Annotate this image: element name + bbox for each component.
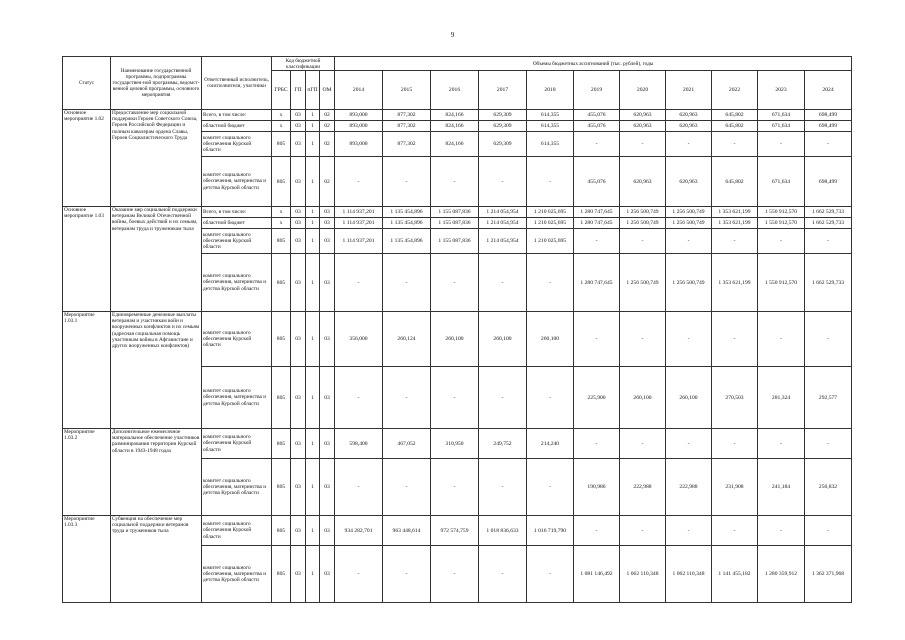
header-year: 2023 — [758, 71, 805, 110]
amount-cell: 614,355 — [527, 132, 574, 157]
amount-cell: 824,166 — [431, 110, 479, 121]
executor-cell: комитет социального обеспечения Курской области — [202, 429, 272, 459]
budget-code-cell: 1 — [306, 132, 320, 157]
amount-cell: 671,634 — [758, 110, 805, 121]
budget-code-cell: х — [272, 121, 291, 132]
header-year: 2024 — [805, 71, 852, 110]
amount-cell: 1 214 054,954 — [479, 229, 527, 254]
amount-cell: 629,309 — [479, 132, 527, 157]
budget-code-cell: 03 — [291, 546, 306, 603]
amount-cell: - — [479, 459, 527, 516]
measure-name-cell: Дополнительное ежемесячное материальное обеспечение участников разминирования территории Курской области в 1943-1948 годах — [111, 429, 202, 516]
executor-cell: комитет социального обеспечения Курской области — [202, 312, 272, 367]
executor-cell: Всего, в том числе: — [202, 110, 272, 121]
amount-cell: 1 210 025,695 — [527, 207, 574, 218]
amount-cell: 260,100 — [527, 312, 574, 367]
amount-cell: 620,963 — [666, 121, 712, 132]
budget-code-cell: 03 — [291, 312, 306, 367]
amount-cell: - — [620, 429, 666, 459]
budget-code-cell: 1 — [306, 367, 320, 429]
amount-cell: - — [527, 254, 574, 312]
amount-cell: - — [335, 254, 383, 312]
amount-cell: 281,324 — [758, 367, 805, 429]
amount-cell: 824,166 — [431, 132, 479, 157]
amount-cell: 877,302 — [383, 110, 431, 121]
amount-cell: - — [383, 546, 431, 603]
executor-cell: областной бюджет — [202, 121, 272, 132]
budget-code-cell: 02 — [320, 157, 335, 207]
amount-cell: 1 135 454,896 — [383, 229, 431, 254]
amount-cell: 1 256 500,749 — [620, 207, 666, 218]
amount-cell: - — [383, 254, 431, 312]
budget-code-cell: 03 — [291, 110, 306, 121]
amount-cell: 1 081 146,492 — [574, 546, 620, 603]
measure-name-cell: Оказание мер социальной поддержки ветеранам Великой Отечественной войны, боевых действий и их семьям, ветеранам труда и труженикам тыла — [111, 207, 202, 312]
amount-cell: 249,752 — [479, 429, 527, 459]
executor-cell: областной бюджет — [202, 218, 272, 229]
amount-cell: 1 662 529,733 — [805, 218, 852, 229]
amount-cell: 893,000 — [335, 110, 383, 121]
executor-cell: комитет социального обеспечения Курской области — [202, 516, 272, 546]
amount-cell: 629,309 — [479, 110, 527, 121]
amount-cell: 671,634 — [758, 121, 805, 132]
header-code-pgp: пГП — [306, 71, 320, 110]
budget-code-cell: 805 — [272, 546, 291, 603]
header-year: 2014 — [335, 71, 383, 110]
budget-code-cell: 03 — [320, 429, 335, 459]
amount-cell: 455,076 — [574, 121, 620, 132]
amount-cell: 467,052 — [383, 429, 431, 459]
amount-cell: - — [758, 429, 805, 459]
header-volumes: Объемы бюджетных ассигнований (тыс. рублей), годы — [335, 57, 852, 71]
budget-code-cell: 805 — [272, 516, 291, 546]
budget-code-cell: х — [272, 218, 291, 229]
amount-cell: 1 280 747,645 — [574, 218, 620, 229]
budget-code-cell: 03 — [291, 207, 306, 218]
budget-code-cell: 805 — [272, 157, 291, 207]
amount-cell: - — [527, 459, 574, 516]
amount-cell: - — [431, 546, 479, 603]
amount-cell: - — [805, 229, 852, 254]
table-row — [63, 429, 852, 459]
amount-cell: - — [620, 132, 666, 157]
amount-cell: - — [758, 229, 805, 254]
amount-cell: 1 256 500,749 — [666, 207, 712, 218]
amount-cell: 1 141 455,182 — [712, 546, 758, 603]
amount-cell: 1 353 621,199 — [712, 207, 758, 218]
header-year: 2017 — [479, 71, 527, 110]
header-year: 2022 — [712, 71, 758, 110]
amount-cell: - — [383, 367, 431, 429]
amount-cell: - — [335, 459, 383, 516]
amount-cell: 270,503 — [712, 367, 758, 429]
amount-cell: 1 256 500,749 — [666, 254, 712, 312]
budget-code-cell: х — [272, 207, 291, 218]
amount-cell: - — [666, 229, 712, 254]
amount-cell: - — [335, 157, 383, 207]
amount-cell: - — [620, 516, 666, 546]
amount-cell: 455,076 — [574, 110, 620, 121]
amount-cell: 1 550 912,570 — [758, 218, 805, 229]
amount-cell: - — [758, 312, 805, 367]
amount-cell: 620,963 — [620, 110, 666, 121]
budget-code-cell: 03 — [291, 254, 306, 312]
amount-cell: 598,400 — [335, 429, 383, 459]
budget-code-cell: 03 — [320, 546, 335, 603]
amount-cell: 1 214 054,954 — [479, 218, 527, 229]
amount-cell: - — [712, 516, 758, 546]
amount-cell: 698,499 — [805, 121, 852, 132]
amount-cell: 620,963 — [620, 157, 666, 207]
amount-cell: 629,309 — [479, 121, 527, 132]
executor-cell: комитет социального обеспечения, материнства и детства Курской области — [202, 367, 272, 429]
amount-cell: - — [666, 429, 712, 459]
budget-code-cell: 1 — [306, 546, 320, 603]
budget-code-cell: 02 — [320, 121, 335, 132]
amount-cell: 1 114 937,201 — [335, 207, 383, 218]
amount-cell: 222,988 — [666, 459, 712, 516]
amount-cell: - — [805, 429, 852, 459]
budget-code-cell: 805 — [272, 459, 291, 516]
budget-code-cell: 1 — [306, 429, 320, 459]
header-year: 2021 — [666, 71, 712, 110]
executor-cell: комитет социального обеспечения Курской области — [202, 229, 272, 254]
amount-cell: 1 550 912,570 — [758, 207, 805, 218]
amount-cell: - — [666, 516, 712, 546]
amount-cell: - — [479, 546, 527, 603]
executor-cell: комитет социального обеспечения Курской области — [202, 132, 272, 157]
measure-name-cell: Единовременные денежные выплаты ветеранам и участникам войн и вооруженных конфликтов и их семьям (адресная социальная помощь участникам войны в Афганистане и других вооруженных конфликтов) — [111, 312, 202, 429]
amount-cell: 1 210 025,695 — [527, 218, 574, 229]
budget-code-cell: 03 — [291, 229, 306, 254]
amount-cell: - — [574, 132, 620, 157]
budget-code-cell: 03 — [320, 312, 335, 367]
page-number: 9 — [450, 31, 455, 39]
budget-code-cell: 03 — [291, 429, 306, 459]
amount-cell: - — [712, 429, 758, 459]
header-year: 2020 — [620, 71, 666, 110]
amount-cell: 1 062 110,348 — [666, 546, 712, 603]
amount-cell: 1 256 500,749 — [620, 218, 666, 229]
budget-code-cell: 03 — [320, 229, 335, 254]
amount-cell: 1 155 087,836 — [431, 229, 479, 254]
amount-cell: 260,124 — [383, 312, 431, 367]
amount-cell: 1 135 454,896 — [383, 207, 431, 218]
amount-cell: 1 256 500,749 — [620, 254, 666, 312]
amount-cell: 241,184 — [758, 459, 805, 516]
amount-cell: 1 016 719,790 — [527, 516, 574, 546]
budget-code-cell: 03 — [320, 367, 335, 429]
table-row — [63, 110, 852, 121]
amount-cell: 645,802 — [712, 110, 758, 121]
budget-code-cell: 805 — [272, 254, 291, 312]
budget-code-cell: 03 — [291, 218, 306, 229]
amount-cell: 877,302 — [383, 132, 431, 157]
table-row — [63, 516, 852, 546]
budget-code-cell: 03 — [291, 132, 306, 157]
amount-cell: 1 114 937,201 — [335, 218, 383, 229]
amount-cell: - — [431, 459, 479, 516]
amount-cell: - — [479, 254, 527, 312]
amount-cell: - — [527, 367, 574, 429]
amount-cell: - — [431, 254, 479, 312]
header-name: Наименование государственной программы, подпрограммы государствен-ной программы, ведомст-венной целевой программы, основного мероприятия — [111, 57, 202, 110]
header-executor: Ответственный исполнитель, соисполнители, участники — [202, 57, 272, 110]
amount-cell: 1 280 747,645 — [574, 207, 620, 218]
amount-cell: 1 210 025,695 — [527, 229, 574, 254]
amount-cell: 225,900 — [574, 367, 620, 429]
amount-cell: 893,000 — [335, 132, 383, 157]
amount-cell: 645,802 — [712, 121, 758, 132]
amount-cell: - — [335, 367, 383, 429]
executor-cell: комитет социального обеспечения, материнства и детства Курской области — [202, 254, 272, 312]
budget-code-cell: 1 — [306, 207, 320, 218]
amount-cell: 877,302 — [383, 121, 431, 132]
budget-code-cell: 805 — [272, 429, 291, 459]
header-code-grbs: ГРБС — [272, 71, 291, 110]
amount-cell: - — [712, 229, 758, 254]
amount-cell: - — [758, 516, 805, 546]
budget-code-cell: 1 — [306, 157, 320, 207]
budget-code-cell: 03 — [320, 254, 335, 312]
budget-code-cell: 03 — [291, 516, 306, 546]
amount-cell: - — [574, 429, 620, 459]
budget-code-cell: 1 — [306, 218, 320, 229]
measure-name-cell: Предоставление мер социальной поддержки Героев Советского Союза, Героев Российской Федерации и полным кавалерам ордена Славы, Героев Социалистического Труда — [111, 110, 202, 207]
budget-code-cell: 1 — [306, 229, 320, 254]
budget-code-cell: 1 — [306, 121, 320, 132]
budget-code-cell: 03 — [320, 459, 335, 516]
amount-cell: 250,832 — [805, 459, 852, 516]
amount-cell: 310,950 — [431, 429, 479, 459]
amount-cell: 222,988 — [620, 459, 666, 516]
header-year: 2019 — [574, 71, 620, 110]
amount-cell: 260,100 — [620, 367, 666, 429]
amount-cell: 356,000 — [335, 312, 383, 367]
amount-cell: - — [527, 157, 574, 207]
amount-cell: 620,963 — [666, 110, 712, 121]
executor-cell: Всего, в том числе: — [202, 207, 272, 218]
amount-cell: 214,240 — [527, 429, 574, 459]
amount-cell: 698,499 — [805, 110, 852, 121]
amount-cell: 645,802 — [712, 157, 758, 207]
amount-cell: - — [712, 312, 758, 367]
budget-code-cell: 02 — [320, 110, 335, 121]
amount-cell: 671,634 — [758, 157, 805, 207]
header-year: 2015 — [383, 71, 431, 110]
amount-cell: 1 062 110,348 — [620, 546, 666, 603]
amount-cell: 963 448,614 — [383, 516, 431, 546]
header-year: 2016 — [431, 71, 479, 110]
budget-code-cell: 02 — [320, 132, 335, 157]
amount-cell: - — [666, 132, 712, 157]
amount-cell: - — [620, 312, 666, 367]
amount-cell: 292,577 — [805, 367, 852, 429]
amount-cell: - — [758, 132, 805, 157]
amount-cell: 972 574,759 — [431, 516, 479, 546]
amount-cell: 1 018 836,633 — [479, 516, 527, 546]
table-row — [63, 207, 852, 218]
amount-cell: 1 256 500,749 — [666, 218, 712, 229]
amount-cell: 260,100 — [431, 312, 479, 367]
amount-cell: - — [527, 546, 574, 603]
budget-code-cell: 03 — [291, 367, 306, 429]
amount-cell: - — [574, 312, 620, 367]
status-cell: Основное мероприятие 1.02 — [63, 110, 111, 207]
amount-cell: - — [620, 229, 666, 254]
amount-cell: 698,499 — [805, 157, 852, 207]
amount-cell: - — [479, 157, 527, 207]
budget-code-cell: 03 — [291, 121, 306, 132]
budget-code-cell: 03 — [291, 459, 306, 516]
amount-cell: 260,100 — [479, 312, 527, 367]
amount-cell: - — [712, 132, 758, 157]
amount-cell: 1 155 087,836 — [431, 218, 479, 229]
budget-code-cell: 805 — [272, 367, 291, 429]
header-status: Статус — [63, 57, 111, 110]
executor-cell: комитет социального обеспечения, материнства и детства Курской области — [202, 157, 272, 207]
amount-cell: 1 280 359,912 — [758, 546, 805, 603]
amount-cell: - — [431, 157, 479, 207]
budget-code-cell: 03 — [320, 207, 335, 218]
executor-cell: комитет социального обеспечения, материнства и детства Курской области — [202, 546, 272, 603]
budget-code-cell: 805 — [272, 132, 291, 157]
amount-cell: 1 214 054,954 — [479, 207, 527, 218]
budget-code-cell: х — [272, 110, 291, 121]
amount-cell: - — [383, 157, 431, 207]
table-row — [63, 312, 852, 367]
budget-code-cell: 1 — [306, 459, 320, 516]
amount-cell: 455,076 — [574, 157, 620, 207]
amount-cell: 1 353 621,199 — [712, 218, 758, 229]
amount-cell: - — [479, 367, 527, 429]
header-code-om: ОМ — [320, 71, 335, 110]
amount-cell: - — [805, 516, 852, 546]
amount-cell: 614,355 — [527, 121, 574, 132]
amount-cell: 1 362 371,968 — [805, 546, 852, 603]
amount-cell: 893,000 — [335, 121, 383, 132]
amount-cell: - — [666, 312, 712, 367]
amount-cell: 190,986 — [574, 459, 620, 516]
measure-name-cell: Субвенция на обеспечение мер социальной поддержки ветеранов труда и тружеников тыла — [111, 516, 202, 603]
header-year: 2018 — [527, 71, 574, 110]
amount-cell: 934 282,701 — [335, 516, 383, 546]
budget-code-cell: 03 — [320, 218, 335, 229]
status-cell: Мероприятие 1.03.2 — [63, 429, 111, 516]
amount-cell: 620,963 — [666, 157, 712, 207]
amount-cell: 1 353 621,199 — [712, 254, 758, 312]
budget-code-cell: 1 — [306, 516, 320, 546]
amount-cell: - — [383, 459, 431, 516]
header-budget-code: Код бюджетной классификации — [272, 57, 335, 71]
amount-cell: 1 114 937,201 — [335, 229, 383, 254]
amount-cell: 614,355 — [527, 110, 574, 121]
amount-cell: 231,908 — [712, 459, 758, 516]
budget-code-cell: 1 — [306, 312, 320, 367]
budget-code-cell: 03 — [320, 516, 335, 546]
amount-cell: 1 662 529,733 — [805, 207, 852, 218]
amount-cell: - — [805, 312, 852, 367]
amount-cell: 260,100 — [666, 367, 712, 429]
amount-cell: 824,166 — [431, 121, 479, 132]
budget-code-cell: 1 — [306, 110, 320, 121]
amount-cell: - — [805, 132, 852, 157]
amount-cell: 1 280 747,645 — [574, 254, 620, 312]
header-code-gp: ГП — [291, 71, 306, 110]
status-cell: Мероприятие 1.03.3 — [63, 516, 111, 603]
amount-cell: 1 155 087,836 — [431, 207, 479, 218]
amount-cell: - — [431, 367, 479, 429]
status-cell: Мероприятие 1.03.1 — [63, 312, 111, 429]
budget-table — [62, 56, 852, 603]
status-cell: Основное мероприятие 1.03 — [63, 207, 111, 312]
amount-cell: 620,963 — [620, 121, 666, 132]
executor-cell: комитет социального обеспечения, материнства и детства Курской области — [202, 459, 272, 516]
table-body — [63, 110, 852, 603]
amount-cell: 1 135 454,896 — [383, 218, 431, 229]
amount-cell: - — [574, 516, 620, 546]
budget-code-cell: 805 — [272, 229, 291, 254]
amount-cell: 1 662 529,733 — [805, 254, 852, 312]
budget-code-cell: 1 — [306, 254, 320, 312]
amount-cell: - — [335, 546, 383, 603]
budget-code-cell: 805 — [272, 312, 291, 367]
amount-cell: - — [574, 229, 620, 254]
budget-code-cell: 03 — [291, 157, 306, 207]
amount-cell: 1 550 912,570 — [758, 254, 805, 312]
